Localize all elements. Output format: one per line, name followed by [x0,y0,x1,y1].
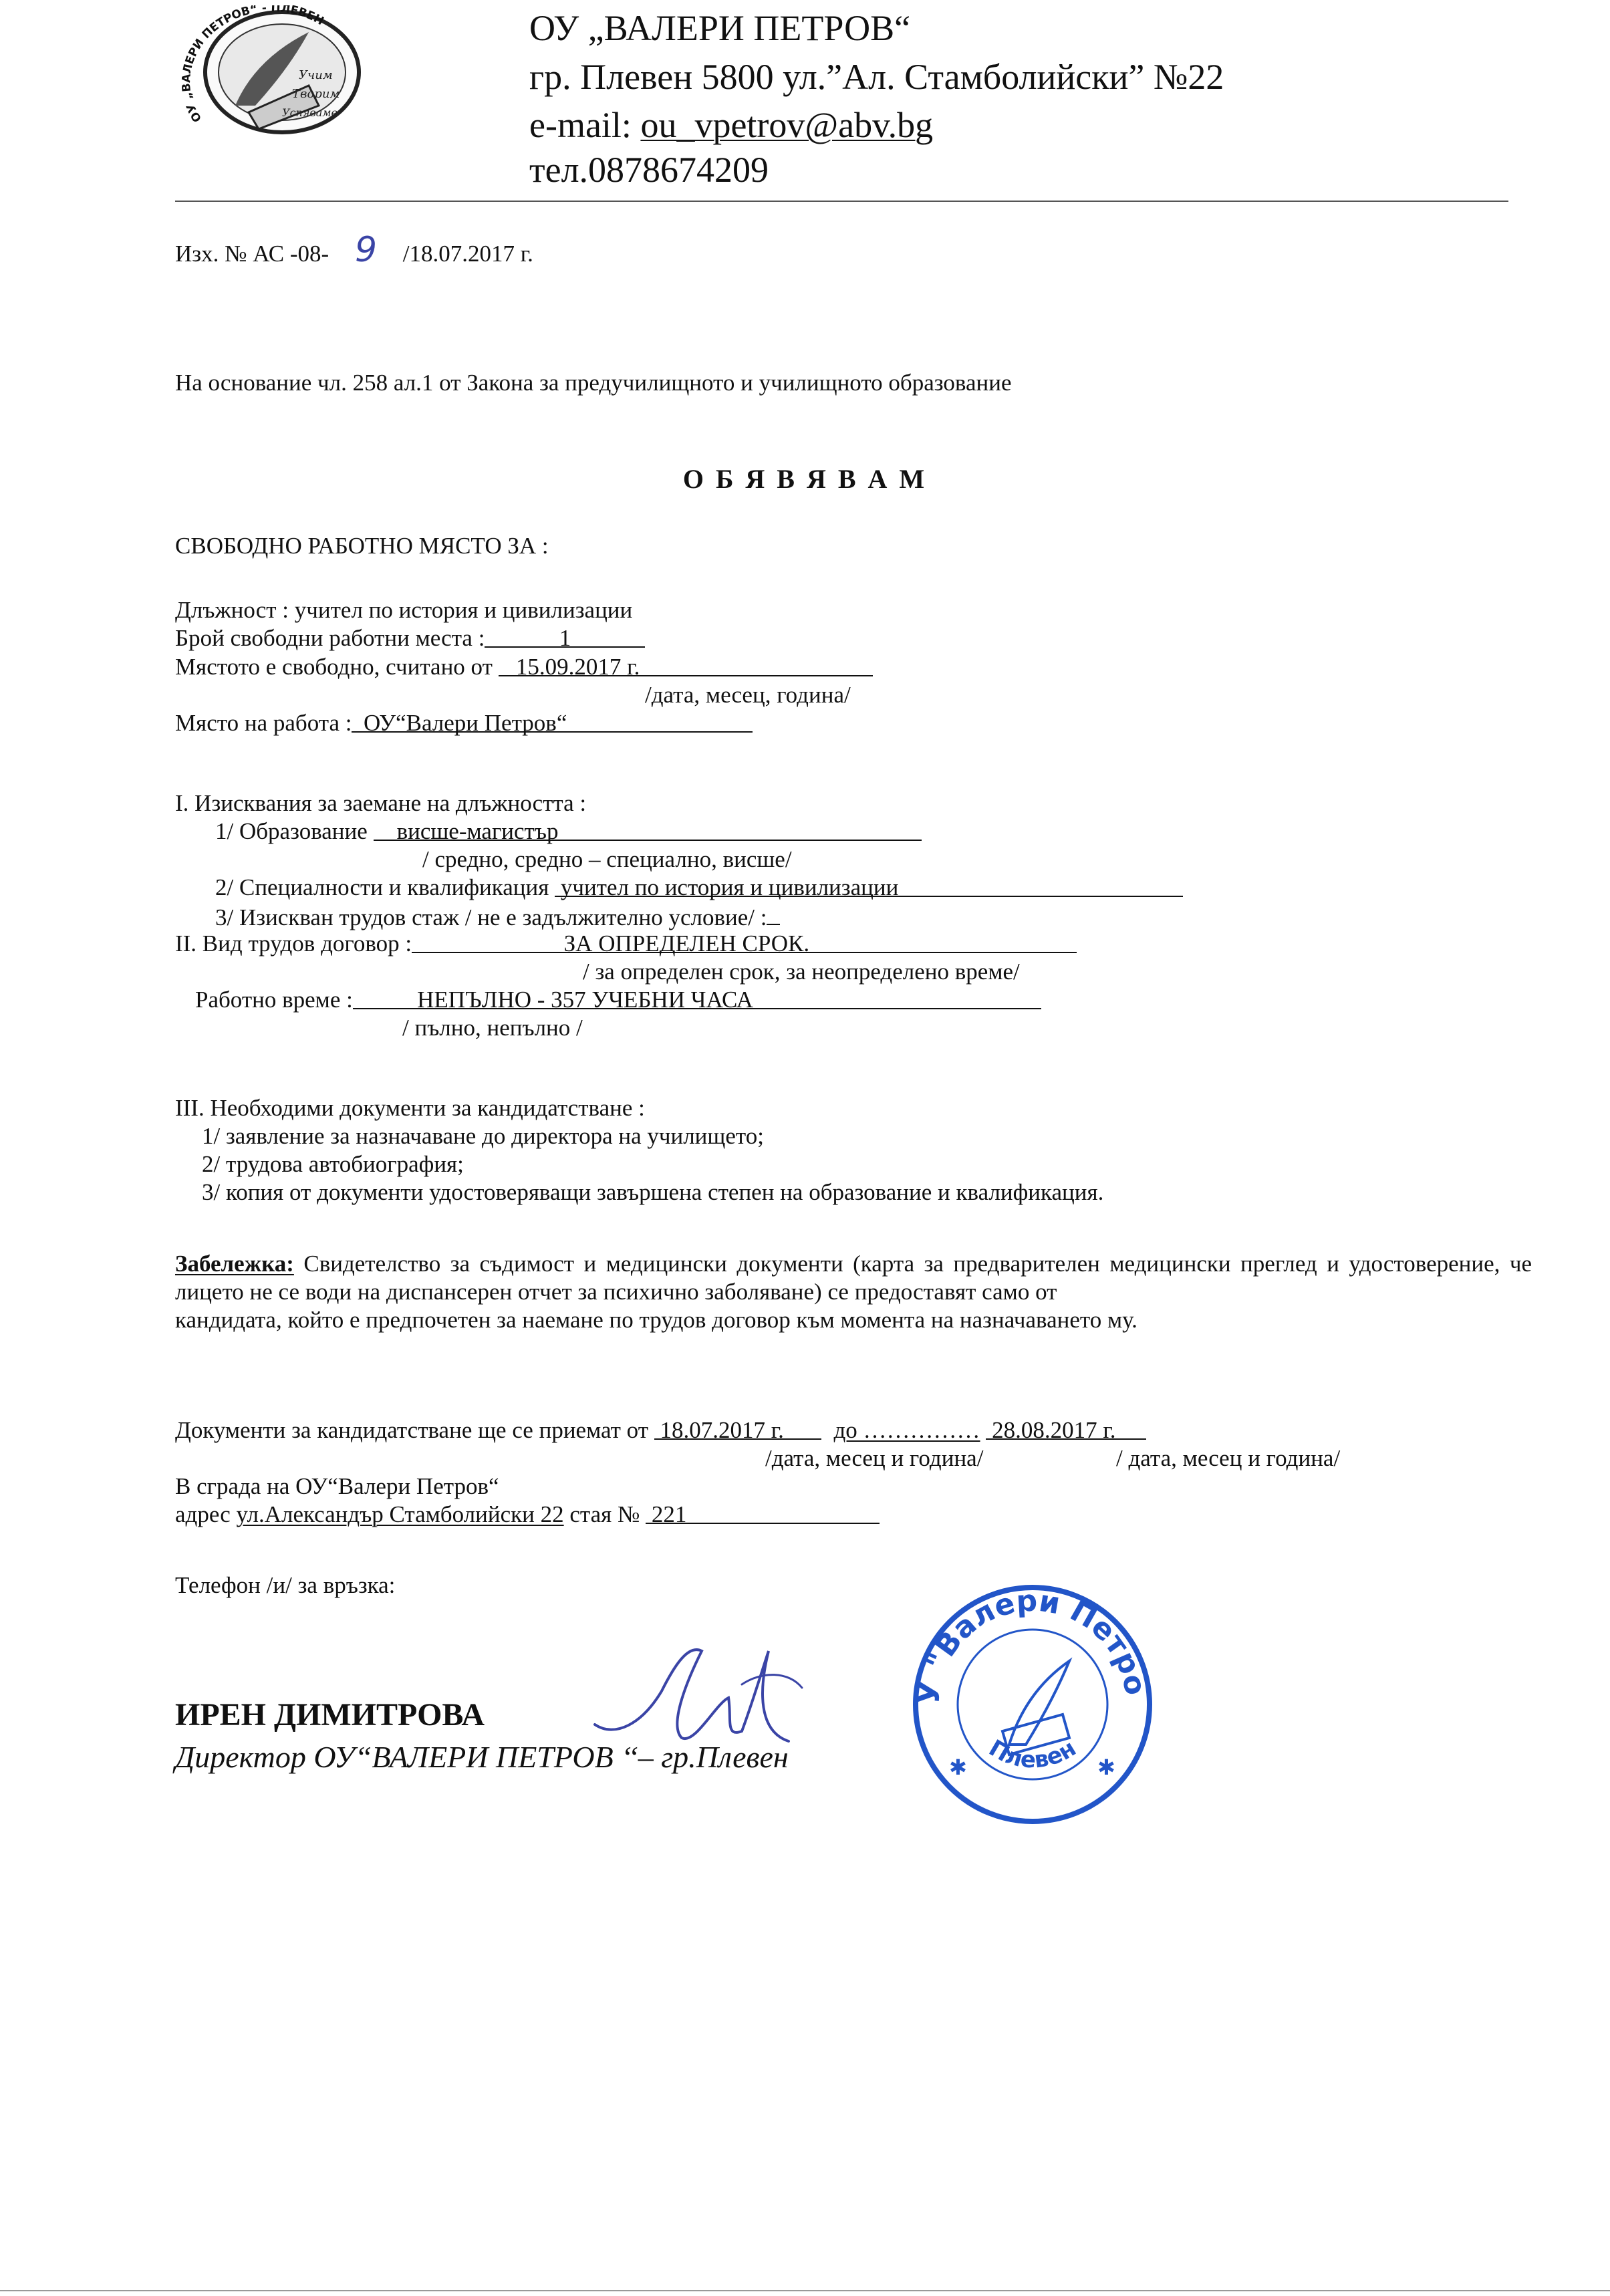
email-label: e-mail: [529,105,641,145]
school-stamp [909,1581,1156,1828]
school-address: гр. Плевен 5800 ул.”Ал. Стамболийски” №22 [529,57,1224,97]
education-label: 1/ Образование [215,818,374,844]
signatory-name: ИРЕН ДИМИТРОВА [175,1697,485,1733]
school-phone: тел.0878674209 [529,150,769,190]
header-divider [175,201,1508,202]
position-line [175,597,632,624]
svg-text:Успяваме: Успяваме [282,106,338,119]
vacancy-heading: СВОБОДНО РАБОТНО МЯСТО ЗА : [175,533,549,559]
contract-line [175,930,1077,957]
building-line [175,1473,499,1500]
email-link[interactable]: ou_vpetrov@abv.bg [640,105,934,145]
ref-handwritten-number: 9 [354,230,378,270]
building-label: В сграда на [175,1473,296,1499]
svg-text:ОУ "Валери Петров": У "Валери Петро [912,1583,1153,1706]
acceptance-label: Документи за кандидатстване ще се приемат от [175,1417,654,1443]
experience-value [767,902,780,925]
school-email-line [529,102,933,148]
education-line [215,818,922,845]
announcement-title: О Б Я В Я В А М [682,464,928,494]
address-street: ул.Александър Стамболийски 22 [236,1501,564,1527]
note-last-line: кандидата, който е предпочетен за наемане по трудов договор към момента на назначаването му. [175,1307,1137,1333]
work-time-label: Работно време : [195,987,353,1013]
address-label: адрес [175,1501,237,1527]
free-from-label: Мястото е свободно, считано от [175,654,499,680]
room-label: стая № [563,1501,646,1527]
ref-prefix: Изх. № АС -08- [175,241,329,267]
svg-text:Творим: Творим [292,87,340,101]
work-time-hint: / пълно, непълно / [402,1015,583,1041]
phone-contact: Телефон /и/ за връзка: [175,1572,396,1598]
svg-text:✱: ✱ [949,1755,967,1780]
vacancies-label: Брой свободни работни места : [175,625,485,651]
acceptance-to-hint: / дата, месец и година/ [1116,1445,1341,1471]
free-from-line [175,654,873,680]
acceptance-to: 28.08.2017 г. [986,1417,1146,1440]
address-line [175,1501,880,1528]
handwritten-signature [588,1624,809,1771]
note-label: Забележка: [175,1251,294,1277]
experience-label: 3/ Изискван трудов стаж / не е задължително условие/ : [215,904,767,930]
education-hint: / средно, средно – специално, висше/ [422,846,792,872]
acceptance-line [175,1417,1146,1444]
ref-date: /18.07.2017 г. [402,241,533,267]
reference-line [175,230,533,270]
work-time-value: НЕПЪЛНО - 357 УЧЕБНИ ЧАСА [353,987,1041,1009]
legal-basis: На основание чл. 258 ал.1 от Закона за предучилищното и училищното образование [175,370,1012,396]
workplace-value: ОУ“Валери Петров“ [352,710,753,733]
specialty-label: 2/ Специалности и квалификация [215,874,555,900]
svg-text:Учим: Учим [299,68,333,82]
signatory-title: Директор ОУ“ВАЛЕРИ ПЕТРОВ ‘‘– гр.Плевен [175,1740,789,1774]
education-value: висше-магистър [374,818,922,841]
free-from-hint: /дата, месец, година/ [645,682,851,708]
documents-heading: III. Необходими документи за кандидатстване : [175,1095,645,1121]
acceptance-to-label: до …………… [833,1417,980,1443]
page-bottom-edge [0,2290,1610,2291]
position-label: Длъжност : [175,597,295,623]
vacancies-value: 1 [485,625,645,648]
work-time-line [195,987,1041,1013]
documents-item: 1/ заявление за назначаване до директора на училището; [202,1123,764,1149]
contract-label: II. Вид трудов договор : [175,930,412,956]
acceptance-from: 18.07.2017 г. [654,1417,821,1440]
vacancies-line [175,625,645,652]
acceptance-from-hint: /дата, месец и година/ [765,1445,984,1471]
contract-hint: / за определен срок, за неопределено време/ [583,959,1020,985]
note-paragraph [175,1250,1532,1334]
building-value: ОУ“Валери Петров“ [295,1473,499,1499]
svg-text:ОУ „ВАЛЕРИ ПЕТРОВ“ - ПЛЕВЕН: ОУ „ВАЛЕРИ ПЕТРОВ“ - ПЛЕВЕН [180,5,326,124]
note-text: Свидетелство за съдимост и медицински документи (карта за предварителен медицински преглед и удостоверение, че лицето не се води на диспансерен отчет за психично заболяване) се предоставят само от [175,1251,1532,1305]
workplace-label: Място на работа : [175,710,352,736]
specialty-line [215,874,1183,901]
specialty-value: учител по история и цивилизации [555,874,1183,897]
requirements-heading: I. Изисквания за заемане на длъжността : [175,790,587,816]
svg-text:Плевен: Плевен [984,1735,1081,1774]
school-name: ОУ „ВАЛЕРИ ПЕТРОВ“ [529,8,911,48]
position-value: учител по история и цивилизации [294,597,633,623]
contract-value: ЗА ОПРЕДЕЛЕН СРОК. [412,930,1077,953]
room-value: 221 [646,1501,880,1524]
free-from-value: 15.09.2017 г. [499,654,873,676]
documents-item: 2/ трудова автобиография; [202,1151,464,1177]
school-logo [175,5,362,139]
documents-item: 3/ копия от документи удостоверяващи завършена степен на образование и квалификация. [202,1179,1104,1205]
workplace-line [175,710,753,737]
svg-text:✱: ✱ [1097,1755,1115,1780]
experience-line [215,902,780,931]
